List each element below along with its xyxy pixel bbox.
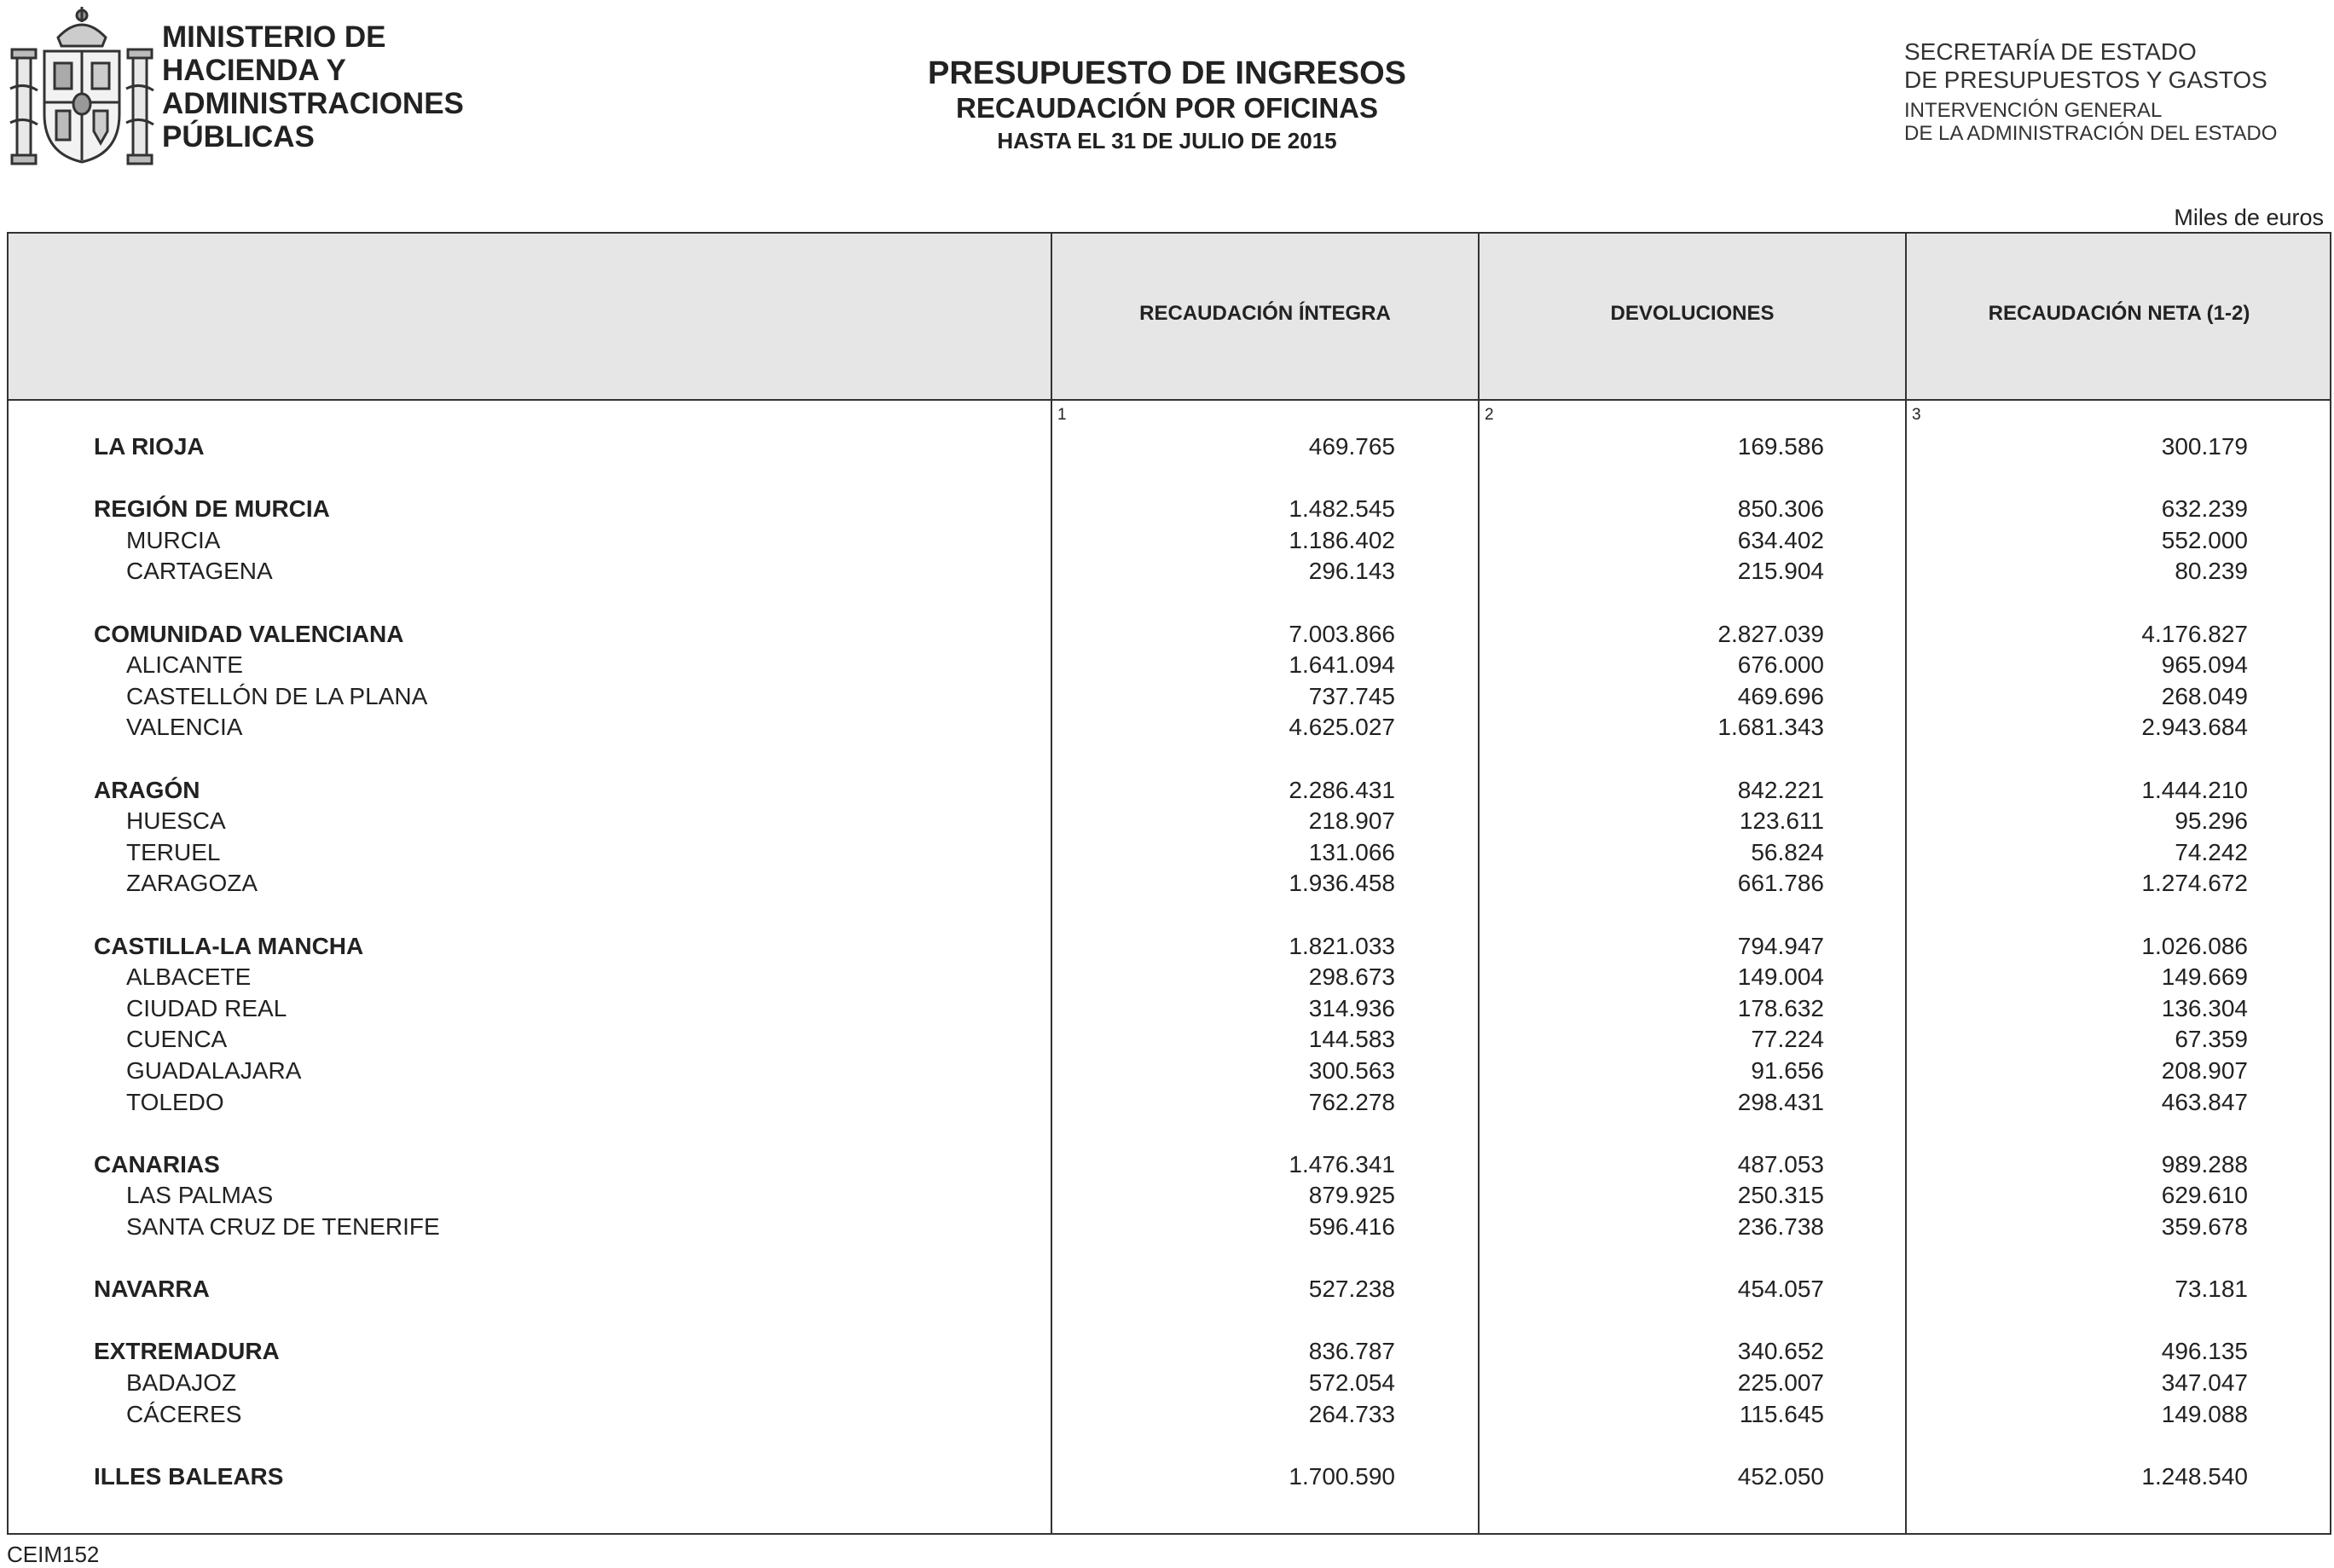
office-row (9, 962, 2330, 992)
office-name: SANTA CRUZ DE TENERIFE (126, 1213, 440, 1240)
cell-integra: 1.641.094 (1289, 651, 1395, 678)
cell-devoluciones: 298.431 (1737, 1089, 1824, 1115)
office-name: ALBACETE (126, 963, 252, 990)
cell-devoluciones: 487.053 (1737, 1151, 1824, 1177)
ministry-line: MINISTERIO DE (162, 20, 386, 54)
revenue-table (7, 232, 2331, 1535)
cell-neta: 463.847 (2161, 1089, 2248, 1115)
cell-neta: 2.943.684 (2141, 714, 2248, 740)
office-name: VALENCIA (126, 714, 243, 740)
column-number: 1 (1057, 406, 1067, 424)
ministry-line: HACIENDA Y (162, 54, 346, 87)
region-row (9, 1274, 2330, 1305)
office-name: ALICANTE (126, 651, 243, 678)
region-row (9, 619, 2330, 650)
office-row (9, 556, 2330, 587)
cell-integra: 469.765 (1308, 433, 1395, 460)
ministry-line: PÚBLICAS (162, 120, 315, 153)
column-header-devoluciones: DEVOLUCIONES (1610, 302, 1775, 325)
office-row (9, 650, 2330, 680)
region-name: ARAGÓN (94, 777, 200, 803)
office-row (9, 993, 2330, 1024)
cell-neta: 359.678 (2161, 1213, 2248, 1240)
region-row (9, 775, 2330, 806)
region-name: LA RIOJA (94, 433, 205, 460)
office-name: MURCIA (126, 527, 221, 553)
cell-integra: 131.066 (1308, 839, 1395, 865)
office-row (9, 837, 2330, 868)
cell-devoluciones: 2.827.039 (1717, 621, 1824, 647)
office-name: CASTELLÓN DE LA PLANA (126, 683, 428, 709)
region-row (9, 1149, 2330, 1180)
office-name: ZARAGOZA (126, 870, 258, 896)
cell-devoluciones: 123.611 (1739, 807, 1824, 834)
intervencion-line: DE LA ADMINISTRACIÓN DEL ESTADO (1904, 122, 2278, 145)
cell-neta: 80.239 (2175, 558, 2248, 584)
cell-neta: 73.181 (2175, 1276, 2248, 1302)
intervencion-line: INTERVENCIÓN GENERAL (1904, 99, 2163, 122)
column-header-neta: RECAUDACIÓN NETA (1-2) (1988, 302, 2250, 325)
cell-devoluciones: 454.057 (1737, 1276, 1824, 1302)
document-title: PRESUPUESTO DE INGRESOS (928, 55, 1406, 91)
office-name: TERUEL (126, 839, 221, 865)
cell-neta: 496.135 (2161, 1338, 2248, 1364)
region-name: COMUNIDAD VALENCIANA (94, 621, 404, 647)
cell-neta: 1.248.540 (2141, 1463, 2248, 1490)
office-row (9, 525, 2330, 556)
cell-neta: 552.000 (2161, 527, 2248, 553)
office-row (9, 681, 2330, 712)
cell-devoluciones: 1.681.343 (1717, 714, 1824, 740)
cell-integra: 879.925 (1308, 1182, 1395, 1208)
cell-integra: 218.907 (1308, 807, 1395, 834)
office-row (9, 806, 2330, 836)
cell-integra: 1.476.341 (1289, 1151, 1395, 1177)
cell-integra: 144.583 (1308, 1026, 1395, 1052)
cell-devoluciones: 56.824 (1751, 839, 1824, 865)
document-code: CEIM152 (7, 1542, 100, 1567)
cell-devoluciones: 634.402 (1737, 527, 1824, 553)
cell-integra: 596.416 (1308, 1213, 1395, 1240)
cell-integra: 4.625.027 (1289, 714, 1395, 740)
ministry-line: ADMINISTRACIONES (162, 87, 464, 120)
cell-integra: 527.238 (1308, 1276, 1395, 1302)
column-header-integra: RECAUDACIÓN ÍNTEGRA (1139, 302, 1391, 325)
cell-devoluciones: 215.904 (1737, 558, 1824, 584)
office-name: LAS PALMAS (126, 1182, 274, 1208)
cell-devoluciones: 77.224 (1751, 1026, 1824, 1052)
cell-devoluciones: 236.738 (1737, 1213, 1824, 1240)
region-name: REGIÓN DE MURCIA (94, 495, 330, 522)
cell-devoluciones: 91.656 (1751, 1057, 1824, 1084)
cell-integra: 300.563 (1308, 1057, 1395, 1084)
office-row (9, 1024, 2330, 1055)
cell-integra: 2.286.431 (1289, 777, 1395, 803)
office-row (9, 1056, 2330, 1086)
cell-integra: 1.936.458 (1289, 870, 1395, 896)
cell-neta: 1.274.672 (2141, 870, 2248, 896)
secretaria-line: DE PRESUPUESTOS Y GASTOS (1904, 67, 2267, 93)
office-name: CIUDAD REAL (126, 995, 287, 1021)
cell-devoluciones: 850.306 (1737, 495, 1824, 522)
cell-neta: 965.094 (2161, 651, 2248, 678)
cell-neta: 989.288 (2161, 1151, 2248, 1177)
cell-integra: 264.733 (1308, 1401, 1395, 1427)
issuing-office (1904, 38, 2277, 145)
region-name: EXTREMADURA (94, 1338, 280, 1364)
cell-devoluciones: 676.000 (1737, 651, 1824, 678)
region-name: CANARIAS (94, 1151, 220, 1177)
cell-integra: 1.482.545 (1289, 495, 1395, 522)
region-name: ILLES BALEARS (94, 1463, 284, 1490)
region-row (9, 1461, 2330, 1492)
cell-neta: 347.047 (2161, 1369, 2248, 1396)
cell-devoluciones: 340.652 (1737, 1338, 1824, 1364)
cell-devoluciones: 661.786 (1737, 870, 1824, 896)
region-row (9, 1336, 2330, 1367)
cell-devoluciones: 178.632 (1737, 995, 1824, 1021)
region-row (9, 431, 2330, 462)
office-name: CARTAGENA (126, 558, 273, 584)
office-name: HUESCA (126, 807, 226, 834)
office-name: GUADALAJARA (126, 1057, 302, 1084)
cell-devoluciones: 149.004 (1737, 963, 1824, 990)
cell-neta: 208.907 (2161, 1057, 2248, 1084)
cell-integra: 572.054 (1308, 1369, 1395, 1396)
region-name: CASTILLA-LA MANCHA (94, 933, 364, 959)
cell-neta: 1.444.210 (2141, 777, 2248, 803)
office-name: CÁCERES (126, 1401, 242, 1427)
office-row (9, 868, 2330, 899)
units-label: Miles de euros (2174, 205, 2324, 230)
office-row (9, 1087, 2330, 1118)
cell-integra: 1.821.033 (1289, 933, 1395, 959)
office-row (9, 1399, 2330, 1430)
office-row (9, 1212, 2330, 1242)
cell-integra: 7.003.866 (1289, 621, 1395, 647)
secretaria-line: SECRETARÍA DE ESTADO (1904, 38, 2197, 65)
cell-neta: 149.088 (2161, 1401, 2248, 1427)
cell-neta: 632.239 (2161, 495, 2248, 522)
cell-devoluciones: 169.586 (1737, 433, 1824, 460)
cell-neta: 4.176.827 (2141, 621, 2248, 647)
cell-integra: 737.745 (1308, 683, 1395, 709)
region-row (9, 494, 2330, 524)
office-name: CUENCA (126, 1026, 228, 1052)
cell-integra: 1.700.590 (1289, 1463, 1395, 1490)
cell-neta: 149.669 (2161, 963, 2248, 990)
cell-integra: 296.143 (1308, 558, 1395, 584)
cell-neta: 300.179 (2161, 433, 2248, 460)
cell-integra: 1.186.402 (1289, 527, 1395, 553)
office-name: BADAJOZ (126, 1369, 237, 1396)
cell-neta: 95.296 (2175, 807, 2248, 834)
office-row (9, 1180, 2330, 1211)
column-number: 2 (1485, 406, 1494, 424)
cell-devoluciones: 250.315 (1737, 1182, 1824, 1208)
cell-neta: 1.026.086 (2141, 933, 2248, 959)
cell-devoluciones: 469.696 (1737, 683, 1824, 709)
cell-devoluciones: 225.007 (1737, 1369, 1824, 1396)
column-number: 3 (1912, 406, 1921, 424)
region-name: NAVARRA (94, 1276, 210, 1302)
cell-integra: 298.673 (1308, 963, 1395, 990)
cell-devoluciones: 115.645 (1739, 1401, 1824, 1427)
office-row (9, 1368, 2330, 1398)
region-row (9, 931, 2330, 962)
cell-neta: 67.359 (2175, 1026, 2248, 1052)
office-name: TOLEDO (126, 1089, 224, 1115)
document-period: HASTA EL 31 DE JULIO DE 2015 (997, 128, 1337, 153)
cell-devoluciones: 794.947 (1737, 933, 1824, 959)
cell-devoluciones: 842.221 (1737, 777, 1824, 803)
cell-neta: 74.242 (2175, 839, 2248, 865)
office-row (9, 712, 2330, 743)
document-subtitle: RECAUDACIÓN POR OFICINAS (955, 92, 1379, 124)
cell-integra: 836.787 (1308, 1338, 1395, 1364)
cell-devoluciones: 452.050 (1737, 1463, 1824, 1490)
cell-integra: 762.278 (1308, 1089, 1395, 1115)
cell-neta: 629.610 (2161, 1182, 2248, 1208)
cell-integra: 314.936 (1308, 995, 1395, 1021)
cell-neta: 136.304 (2161, 995, 2248, 1021)
cell-neta: 268.049 (2161, 683, 2248, 709)
